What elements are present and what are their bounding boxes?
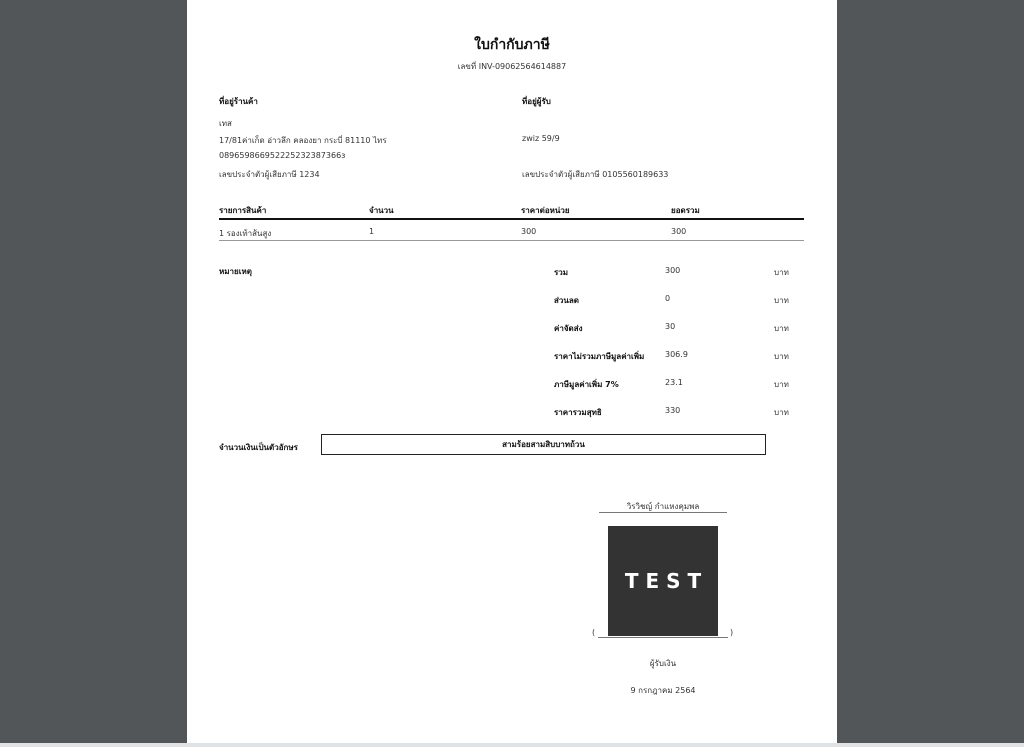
summary-label: ราคาไม่รวมภาษีมูลค่าเพิ่ม bbox=[554, 352, 645, 361]
signer-name-underline bbox=[599, 512, 727, 513]
summary-value: 30 bbox=[665, 322, 676, 331]
seller-heading: ที่อยู่ร้านค้า bbox=[219, 97, 258, 106]
signature-date: 9 กรกฎาคม 2564 bbox=[630, 686, 696, 695]
amount-in-words-value: สามร้อยสามสิบบาทถ้วน bbox=[502, 440, 585, 449]
buyer-address: zwiz 59/9 bbox=[522, 134, 560, 143]
summary-label: ค่าจัดส่ง bbox=[554, 324, 583, 333]
signature-stamp bbox=[608, 526, 718, 636]
viewer-bottom-strip bbox=[0, 743, 1024, 747]
seller-tax-id: เลขประจำตัวผู้เสียภาษี 1234 bbox=[219, 170, 320, 179]
table-row-rule bbox=[219, 240, 804, 241]
summary-unit: บาท bbox=[774, 408, 789, 417]
summary-unit: บาท bbox=[774, 324, 789, 333]
table-header-rule bbox=[219, 218, 804, 220]
buyer-tax-id: เลขประจำตัวผู้เสียภาษี 0105560189633 bbox=[522, 170, 669, 179]
signer-role: ผู้รับเงิน bbox=[649, 659, 677, 668]
summary-label: ภาษีมูลค่าเพิ่ม 7% bbox=[554, 380, 619, 389]
summary-value: 300 bbox=[665, 266, 681, 275]
column-header-item: รายการสินค้า bbox=[219, 206, 267, 215]
invoice-page bbox=[187, 0, 837, 743]
summary-label: ราคารวมสุทธิ bbox=[554, 408, 602, 417]
table-cell-item: 1 รองเท้าส้นสูง bbox=[219, 229, 272, 238]
column-header-unit-price: ราคาต่อหน่วย bbox=[521, 206, 570, 215]
summary-unit: บาท bbox=[774, 380, 789, 389]
summary-label: ส่วนลด bbox=[554, 296, 579, 305]
seller-phone: 089659866952225232387366з bbox=[219, 151, 346, 160]
summary-unit: บาท bbox=[774, 296, 789, 305]
summary-value: 23.1 bbox=[665, 378, 683, 387]
amount-in-words-label: จำนวนเงินเป็นตัวอักษร bbox=[219, 443, 298, 452]
summary-value: 330 bbox=[665, 406, 681, 415]
summary-unit: บาท bbox=[774, 352, 789, 361]
signer-name: วิรวิชญ์ กำแหงคุมพล bbox=[626, 502, 700, 511]
signature-paren-open: ( bbox=[592, 628, 596, 637]
summary-value: 0 bbox=[665, 294, 671, 303]
document-title: ใบกำกับภาษี bbox=[474, 37, 550, 53]
summary-value: 306.9 bbox=[665, 350, 688, 359]
table-cell-unit-price: 300 bbox=[521, 227, 537, 236]
table-cell-quantity: 1 bbox=[369, 227, 375, 236]
seller-name: เทส bbox=[219, 119, 232, 128]
remarks-label: หมายเหตุ bbox=[219, 267, 252, 276]
seller-address: 17/81ค่าเก็ด อ่าวลึก คลองยา กระบี่ 81110 ไทร bbox=[219, 136, 387, 145]
invoice-number: เลขที่ INV-09062564614887 bbox=[457, 62, 567, 71]
amount-in-words-box bbox=[321, 434, 766, 455]
column-header-total: ยอดรวม bbox=[671, 206, 700, 215]
summary-unit: บาท bbox=[774, 268, 789, 277]
stamp-text: TEST bbox=[624, 569, 709, 593]
signature-line bbox=[598, 637, 728, 638]
buyer-heading: ที่อยู่ผู้รับ bbox=[522, 97, 551, 106]
signature-paren-close: ) bbox=[730, 628, 734, 637]
summary-label: รวม bbox=[554, 268, 569, 277]
table-cell-total: 300 bbox=[671, 227, 687, 236]
column-header-quantity: จำนวน bbox=[369, 206, 394, 215]
